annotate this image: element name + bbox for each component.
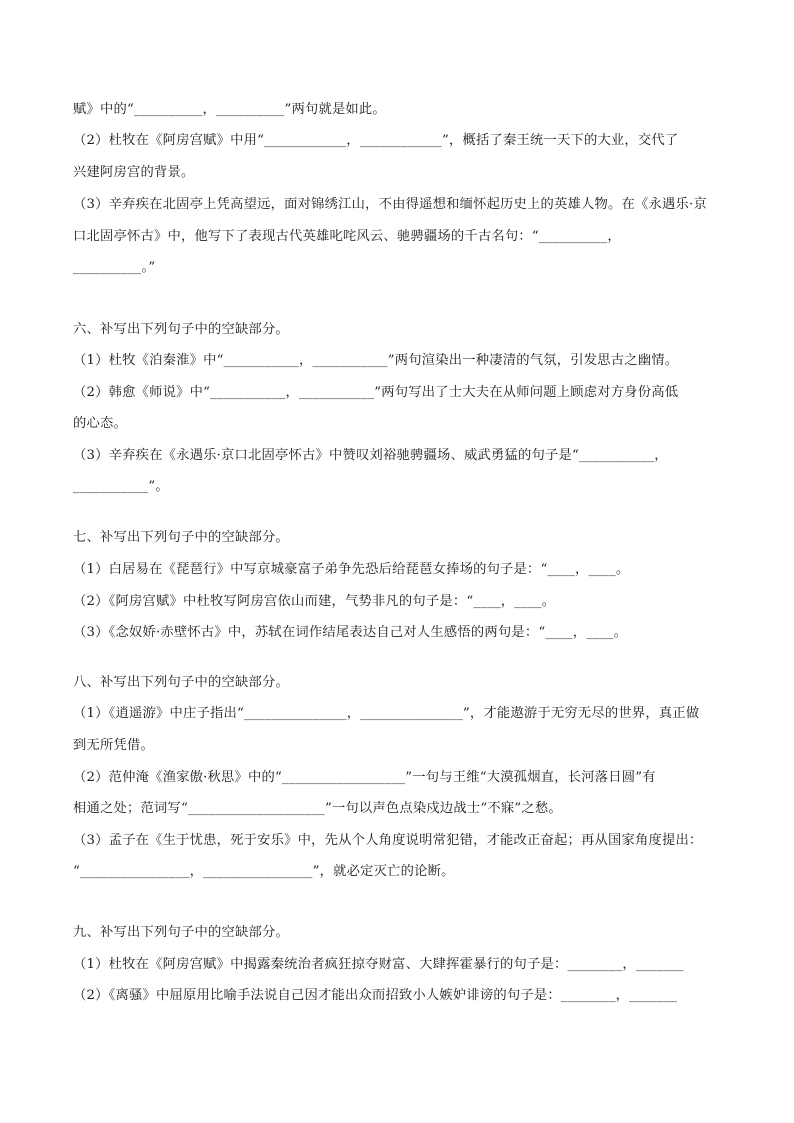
text-line: 相通之处；范词写“____________________”一句以声色点染戍边战士“不寐”之愁。 — [73, 801, 562, 816]
section-heading: 八、补写出下列句子中的空缺部分。 — [73, 675, 289, 690]
text-line: 赋》中的“__________，__________”两句就是如此。 — [73, 102, 386, 117]
text-line: （3）孟子在《生于忧患，死于安乐》中，先从个人角度说明常犯错，才能改正奋起；再从国家角度提出： — [73, 833, 703, 848]
text-line: （3）《念奴娇·赤壁怀古》中，苏轼在词作结尾表达自己对人生感悟的两句是：“____，____。 — [73, 625, 628, 640]
text-line: （1）杜牧在《阿房宫赋》中揭露秦统治者疯狂掠夺财富、大肆挥霍暴行的句子是：________，_______ — [73, 957, 684, 972]
section-heading: 六、补写出下列句子中的空缺部分。 — [73, 322, 289, 337]
text-line: （2）《离骚》中屈原用比喻手法说自己因才能出众而招致小人嫉妒诽谤的句子是：________，_______ — [73, 988, 678, 1003]
section-heading: 九、补写出下列句子中的空缺部分。 — [73, 925, 289, 940]
text-line: “________________，________________”，就必定灭亡的论断。 — [73, 864, 455, 879]
text-line: 到无所凭借。 — [73, 738, 154, 753]
text-line: 兴建阿房宫的背景。 — [73, 165, 195, 180]
section-heading: 七、补写出下列句子中的空缺部分。 — [73, 530, 289, 545]
text-line: __________。” — [73, 260, 156, 275]
text-line: （1）杜牧《泊秦淮》中“___________，___________”两句渲染出一种凄清的气氛，引发思古之幽情。 — [73, 353, 679, 368]
text-line: （1）白居易在《琵琶行》中写京城豪富子弟争先恐后给琵琶女捧场的句子是：“____，____。 — [73, 562, 630, 577]
text-line: （3）辛弃疾在《永遇乐·京口北固亭怀古》中赞叹刘裕驰骋疆场、威武勇猛的句子是“___________， — [73, 448, 668, 463]
text-line: 的心态。 — [73, 416, 127, 431]
text-line: ___________”。 — [73, 479, 169, 494]
text-line: （2）韩愈《师说》中“___________，___________”两句写出了士大夫在从师问题上顾虑对方身份高低 — [73, 385, 679, 400]
text-line: （3）辛弃疾在北固亭上凭高望远，面对锦绣江山，不由得遥想和缅怀起历史上的英雄人物。在《永遇乐·京 — [73, 197, 707, 212]
text-line: （2）《阿房宫赋》中杜牧写阿房宫依山而建，气势非凡的句子是：“____，____。 — [73, 594, 556, 609]
text-line: 口北固亭怀古》中，他写下了表现古代英雄叱咤风云、驰骋疆场的千古名句：“__________， — [73, 229, 621, 244]
text-line: （2）范仲淹《渔家傲·秋思》中的“__________________”一句与王维“大漠孤烟直，长河落日圆”有 — [73, 770, 656, 785]
text-line: （1）《逍遥游》中庄子指出“_______________，_______________”，才能遨游于无穷无尽的世界，真正做 — [73, 706, 700, 721]
text-line: （2）杜牧在《阿房宫赋》中用“____________，____________”，概括了秦王统一天下的大业，交代了 — [73, 133, 679, 148]
